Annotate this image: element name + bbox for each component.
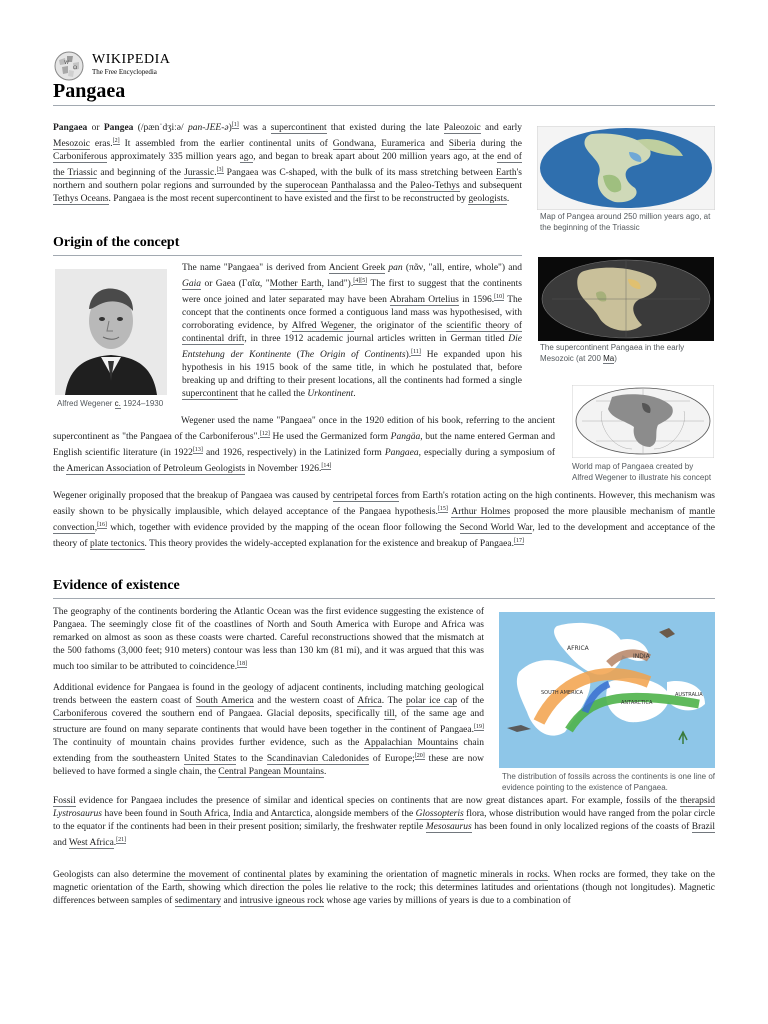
text: . This theory provides the widely-accepted explanation for the existence and breakup of Pangaea. — [144, 539, 514, 550]
reference-link[interactable]: [10] — [494, 294, 505, 301]
article-link[interactable]: South America — [195, 696, 254, 706]
text: Wegener used the name "Pangaea" once in the 1920 edition of his book, referring to the ancient supercontinent as "the Pangaea of the Carboniferous". — [53, 416, 555, 443]
text: during the — [475, 139, 522, 150]
text: approximately 335 million years — [107, 152, 240, 163]
text: proposed the more plausible mechanism of — [510, 507, 690, 518]
text: and — [252, 809, 271, 819]
text: . — [506, 194, 510, 205]
text: The first to suggest that the continents were once joined and later separated may have been — [182, 279, 522, 306]
intro-paragraph — [53, 119, 522, 206]
text: , — [373, 139, 382, 150]
triassic-map-caption: Map of Pangea around 250 million years ago, at the beginning of the Triassic — [540, 212, 711, 232]
text: whose age varies by millions of years is due to a combination of — [324, 896, 571, 906]
article-link[interactable]: Gondwana — [332, 139, 374, 150]
article-link[interactable]: intrusive igneous rock — [239, 896, 325, 906]
article-link[interactable]: superocean — [285, 181, 328, 192]
text: have been found in — [102, 809, 180, 819]
text: and 1926, respectively) in the Latinized form — [202, 448, 385, 459]
text: was a — [238, 123, 271, 134]
text: and — [221, 896, 240, 906]
megaannum-link[interactable]: Ma — [603, 354, 615, 363]
article-link[interactable]: Mesosaurus — [425, 822, 472, 832]
text: ). — [405, 350, 412, 361]
section-heading-origin: Origin of the concept — [53, 235, 180, 250]
text: Geologists can also determine — [53, 870, 174, 880]
text: The concept that the continents once formed a contiguous land mass was hypothesised, with corroborating evidence, by — [182, 295, 523, 332]
text: and the western coast of — [253, 696, 358, 706]
reference-link[interactable]: [3] — [216, 167, 224, 174]
section-divider — [53, 598, 715, 599]
reference-link[interactable]: [20] — [414, 753, 425, 760]
text: and early — [480, 123, 523, 134]
reference-link[interactable]: [21] — [116, 837, 127, 843]
reference-link[interactable]: [19] — [474, 724, 484, 730]
article-link[interactable]: Gaia — [182, 279, 201, 290]
text: He expanded upon his hypothesis in his 1915 book of the same title, in which he postulated that, before breaking up and drifting to their present locations, all the continents had formed a single — [182, 350, 522, 387]
reference-link[interactable]: [4][5] — [353, 278, 368, 284]
respelling: pan-JEE-ə — [187, 123, 229, 134]
text: of the — [457, 696, 484, 706]
origin-paragraph-1 — [182, 262, 522, 401]
text: which, together with evidence provided by the mapping of the ocean floor following the — [107, 523, 460, 534]
article-link[interactable]: Panthalassa — [331, 181, 376, 192]
wegener-portrait-caption — [57, 398, 167, 409]
text: . — [214, 168, 217, 179]
bold-term: Pangaea — [53, 123, 88, 134]
title-divider — [53, 105, 715, 106]
map-label-antarctica: ANTARCTICA — [621, 700, 653, 706]
text: and beginning of the — [97, 168, 185, 179]
caption-text: Alfred Wegener — [57, 399, 115, 408]
text: of Europe; — [368, 754, 415, 765]
text: , — [228, 809, 233, 819]
text: The geography of the continents bordering the Atlantic Ocean was the first evidence suggesting the existence of Pangaea. The seemingly close fit of the coastlines of North and South America with Europe and Africa was remarked on almost as soon as these coasts were charted. Careful reconstructions showed that the mismatch at the 500 fathoms (3,000 feet; 910 meters) contour was less than 130 km (81 mi), and it was argued that this was much too similar to be attributed to coincidence. — [53, 607, 484, 673]
article-link[interactable]: the movement of continental plates — [173, 870, 312, 880]
article-link[interactable]: end of the Triassic — [53, 152, 522, 179]
text: , — [94, 523, 98, 534]
text: ( — [290, 350, 300, 361]
article-link[interactable]: geologists — [468, 194, 507, 205]
text: He used the Germanized form — [269, 432, 391, 443]
article-link[interactable]: Glossopteris — [415, 809, 464, 819]
wegener-map-caption: World map of Pangaea created by Alfred Wegener to illustrate his concept — [572, 462, 712, 482]
reference-link[interactable]: [14] — [321, 463, 332, 470]
text: , alongside members of the — [310, 809, 416, 819]
evidence-paragraph-3 — [53, 795, 715, 850]
text: . Pangaea is the most recent supercontinent to have existed and the first to be reconstructed by — [108, 194, 469, 205]
map-label-australia: AUSTRALIA — [675, 692, 703, 698]
map-label-africa: AFRICA — [567, 645, 589, 652]
article-link[interactable]: Carboniferous — [53, 709, 108, 719]
reference-link[interactable]: [16] — [97, 522, 108, 529]
wikipedia-tagline: The Free Encyclopedia — [92, 68, 157, 76]
text: (/pænˈdʒiːə/ — [133, 123, 188, 134]
text: these are now believed to have formed a single chain, the — [53, 754, 484, 778]
article-link[interactable]: mantle convection — [53, 507, 715, 534]
text: It assembled from the earlier continental units of — [119, 139, 333, 150]
article-link[interactable]: polar ice cap — [406, 696, 458, 706]
section-divider — [53, 255, 522, 256]
article-link[interactable]: sedimentary — [174, 896, 222, 906]
italic-term: Pangaea — [384, 448, 419, 459]
text: and the — [375, 181, 411, 192]
text: eras. — [89, 139, 113, 150]
page-title: Pangaea — [53, 80, 126, 102]
text: evidence for Pangaea includes the presence of similar and identical species on continents that are now great distances apart. For example, fossils of the — [75, 796, 681, 806]
text: The name "Pangaea" is derived from — [182, 263, 329, 273]
svg-text:Ω: Ω — [73, 65, 78, 71]
italic-term: Pangäa — [390, 432, 421, 443]
article-link[interactable]: Alfred Wegener — [291, 321, 354, 332]
article-link[interactable]: Siberia — [448, 139, 476, 150]
text: , led to the development and acceptance of the theory of — [53, 523, 716, 550]
reference-link[interactable]: [12] — [259, 431, 270, 437]
reference-link[interactable]: [17] — [513, 538, 524, 545]
pangaea-mesozoic-map-image[interactable] — [538, 257, 714, 341]
text: from Earth's rotation acting on the high continents. However, this mechanism was easily shown to be physically implausible, which delayed acceptance of the Pangaea hypothesis. — [53, 491, 716, 518]
text: , the originator of the — [353, 321, 447, 332]
text: . When rocks are formed, they take on the magnetic orientation of the Earth, showing which direction the poles lie relative to the rock; this determines latitudes and orientations (though not longitudes). Magnetic differences between samples of — [53, 870, 716, 906]
text: covered the southern end of Pangaea. Glacial deposits, specifically — [107, 709, 385, 719]
origin-paragraph-3 — [53, 490, 715, 551]
article-link[interactable]: supercontinent — [270, 123, 327, 134]
article-link[interactable]: supercontinent — [182, 389, 238, 400]
article-link[interactable]: Fossil — [53, 796, 76, 806]
article-link[interactable]: plate tectonics — [89, 539, 145, 550]
reference-link[interactable]: [13] — [192, 447, 203, 454]
article-link[interactable]: American Association of Petroleum Geologists — [66, 464, 246, 475]
article-link[interactable]: scientific theory of continental drift — [182, 321, 522, 345]
text: The continuity of mountain chains provides further evidence, such as the — [53, 738, 365, 749]
evidence-paragraph-4 — [53, 869, 715, 908]
article-link[interactable]: Tethys Oceans — [53, 194, 109, 205]
article-link[interactable]: Ancient Greek — [328, 263, 386, 273]
text: ) — [228, 123, 232, 134]
text: , but the name entered German and English scientific literature (in 1922 — [53, 432, 555, 459]
text: that existed during the late — [326, 123, 444, 134]
text: (πᾶν, "all, entire, whole") and — [402, 263, 522, 273]
reference-link[interactable]: [18] — [237, 661, 248, 667]
article-link[interactable]: Earth — [496, 168, 517, 179]
text: Additional evidence for Pangaea is found in the geology of adjacent continents, including matching geological trends between the eastern coast of — [53, 683, 484, 706]
text: Pangaea was C-shaped, with the bulk of its mass stretching between — [223, 168, 496, 179]
reference-link[interactable]: [2] — [112, 138, 120, 145]
text: Wegener originally proposed that the breakup of Pangaea was caused by — [53, 491, 333, 501]
text: and subsequent — [459, 181, 523, 192]
text: . The — [381, 696, 407, 706]
reference-link[interactable]: [11] — [411, 349, 421, 356]
wegener-world-map-image[interactable] — [572, 385, 714, 458]
article-link[interactable]: West Africa — [68, 838, 114, 849]
text: by examining the orientation of — [311, 870, 442, 880]
text: and — [53, 838, 69, 849]
text: . — [323, 767, 327, 778]
text: , of the same age and structure are found on many separate continents that would have been together in the continent of Pangaea. — [53, 709, 484, 736]
map-label-south-america: SOUTH AMERICA — [541, 690, 583, 696]
text: chain extending from the southeastern — [53, 738, 484, 765]
text: 's northern and southern polar regions and surrounded by the — [53, 168, 522, 192]
text: or Gaea (Γαῖα, " — [201, 279, 270, 290]
text: , in three 1912 academic journal articles written in German titled — [244, 334, 509, 345]
fossil-map-caption: The distribution of fossils across the continents is one line of evidence pointing to the existence of Pangaea. — [502, 772, 715, 792]
article-link[interactable]: therapsid — [680, 796, 715, 806]
text: flora, whose distribution would have ranged from the polar circle to the equator if the continents had been in their present position; similarly, the freshwater reptile — [53, 809, 715, 832]
article-link[interactable]: Arthur Holmes — [451, 507, 511, 518]
article-link[interactable]: United States — [183, 754, 237, 765]
reference-link[interactable]: [15] — [437, 506, 448, 512]
evidence-paragraph-2 — [53, 682, 484, 779]
article-link[interactable]: Appalachian Mountains — [364, 738, 459, 749]
alfred-wegener-portrait[interactable] — [55, 269, 167, 395]
article-link[interactable]: Carboniferous — [53, 152, 108, 163]
mesozoic-map-caption — [540, 342, 715, 364]
article-link[interactable]: Africa — [357, 696, 382, 706]
section-heading-evidence: Evidence of existence — [53, 578, 180, 593]
caption-text: The supercontinent Pangaea in the early Mesozoic (at 200 — [540, 343, 685, 363]
text: , and began to break apart about 200 million years ago, at the — [253, 152, 498, 163]
article-link[interactable]: Paleo-Tethys — [410, 181, 460, 192]
map-label-india: INDIA — [633, 653, 650, 660]
article-link[interactable]: Euramerica — [381, 139, 426, 150]
reference-link[interactable]: [1] — [231, 122, 239, 128]
article-link[interactable]: Central Pangean Mountains — [218, 767, 324, 778]
article-link[interactable]: India — [232, 809, 253, 819]
circa-link[interactable]: c. — [114, 399, 121, 408]
article-link[interactable]: Abraham Ortelius — [389, 295, 459, 306]
text: in 1596. — [458, 295, 495, 306]
italic-term: The Origin of Continents — [299, 350, 406, 361]
caption-text: ) — [614, 354, 617, 363]
article-link[interactable]: Antarctica — [270, 809, 311, 819]
text: . — [353, 389, 356, 400]
text: in November 1926. — [245, 464, 322, 475]
caption-text: 1924–1930 — [120, 399, 164, 408]
article-link[interactable]: centripetal forces — [332, 491, 399, 501]
article-link[interactable]: Mesozoic — [53, 139, 90, 150]
article-link[interactable]: Second World War — [459, 523, 533, 534]
text: to the — [236, 754, 267, 765]
pangaea-triassic-map-image[interactable] — [537, 126, 715, 210]
wikipedia-globe-icon[interactable] — [53, 50, 86, 81]
article-link[interactable]: Mother Earth — [269, 279, 322, 290]
article-link[interactable]: Paleozoic — [443, 123, 481, 134]
article-link[interactable]: Jurassic — [184, 168, 215, 179]
wikipedia-wordmark[interactable]: WIKIPEDIA — [92, 52, 171, 67]
article-link[interactable]: Brazil — [691, 822, 715, 832]
text: . — [113, 838, 117, 849]
fossil-distribution-map-image[interactable] — [499, 612, 715, 768]
article-link[interactable]: magnetic minerals in rocks — [441, 870, 548, 880]
article-link[interactable]: ago — [239, 152, 254, 163]
italic-term: Die Entstehung der Kontinente — [182, 334, 522, 361]
italic-term: pan — [388, 263, 403, 273]
svg-text:W: W — [64, 60, 70, 66]
article-link[interactable]: Scandinavian Caledonides — [266, 754, 369, 765]
text: and — [425, 139, 449, 150]
italic-term: Urkontinent — [307, 389, 354, 400]
article-link[interactable]: South Africa — [179, 809, 229, 819]
origin-paragraph-2 — [53, 415, 555, 476]
evidence-paragraph-1 — [53, 606, 484, 674]
text: or — [87, 123, 104, 134]
bold-term: Pangea — [103, 123, 134, 134]
text: has been found in only localized regions of the coasts of — [471, 822, 692, 832]
text: that he called the — [237, 389, 308, 400]
article-link[interactable]: till — [384, 709, 395, 719]
italic-term: Lystrosaurus — [53, 809, 102, 819]
text: , especially during a symposium of the — [53, 448, 556, 475]
text: , land"). — [321, 279, 354, 290]
